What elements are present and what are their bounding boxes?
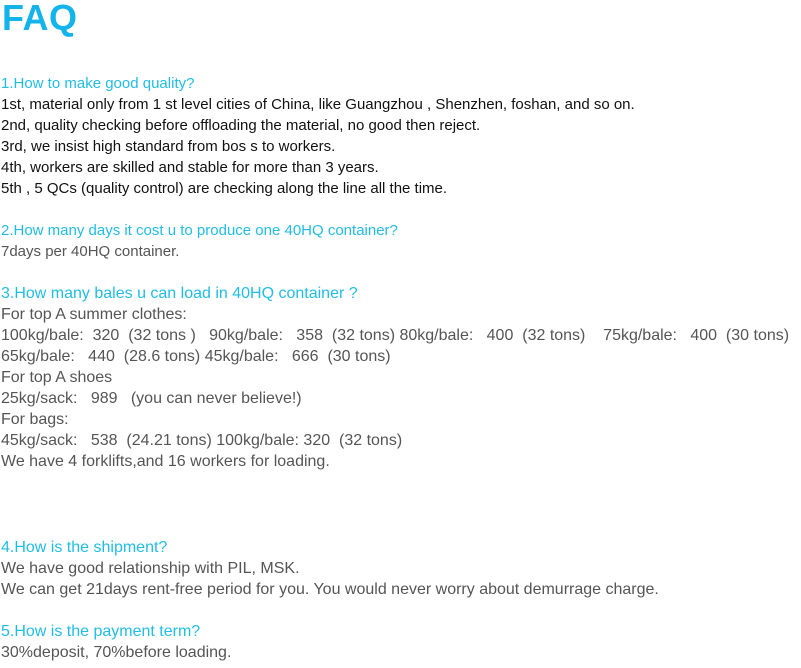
faq-answer-line: 25kg/sack: 989 (you can never believe!): [1, 390, 302, 407]
faq-answer-line: 4th, workers are skilled and stable for more than 3 years.: [1, 159, 379, 176]
faq-section-container-loading: [1, 283, 801, 472]
faq-section-shipment: [1, 537, 659, 600]
faq-question: 2.How many days it cost u to produce one 40HQ container?: [1, 222, 398, 239]
faq-answer-line: 30%deposit, 70%before loading.: [1, 644, 232, 661]
faq-question: 1.How to make good quality?: [1, 75, 195, 92]
faq-answer-line: 5th , 5 QCs (quality control) are checking along the line all the time.: [1, 180, 448, 197]
faq-answer-line: 2nd, quality checking before offloading the material, no good then reject.: [1, 117, 481, 134]
faq-answer-line: 1st, material only from 1 st level cities of China, like Guangzhou , Shenzhen, foshan, and so on.: [1, 96, 635, 113]
faq-answer-line: For top A summer clothes:: [1, 306, 187, 323]
faq-answer-line: We can get 21days rent-free period for you. You would never worry about demurrage charge.: [1, 581, 659, 598]
faq-question: 3.How many bales u can load in 40HQ container ?: [1, 285, 358, 302]
faq-answer-line: 3rd, we insist high standard from bos s to workers.: [1, 138, 336, 155]
page-title: FAQ: [2, 0, 78, 38]
faq-answer-line: We have 4 forklifts,and 16 workers for loading.: [1, 453, 330, 470]
faq-question: 4.How is the shipment?: [1, 539, 168, 556]
faq-answer-line: 65kg/bale: 440 (28.6 tons) 45kg/bale: 666 (30 tons): [1, 348, 391, 365]
faq-answer-line: For top A shoes: [1, 369, 113, 386]
faq-question: 5.How is the payment term?: [1, 623, 201, 640]
faq-answer-line: For bags:: [1, 411, 69, 428]
faq-answer-line: 45kg/sack: 538 (24.21 tons): [1, 432, 212, 449]
faq-answer-line: We have good relationship with PIL, MSK.: [1, 560, 300, 577]
faq-section-payment: [1, 621, 231, 663]
faq-answer-line: 100kg/bale: 320 (32 tons): [216, 432, 403, 449]
faq-answer-line: 80kg/bale: 400 (32 tons) 75kg/bale: 400 (30 tons): [399, 327, 790, 344]
faq-answer-line: 7days per 40HQ container.: [1, 243, 180, 260]
faq-section-quality: [1, 73, 635, 199]
faq-section-production-time: [1, 220, 398, 262]
faq-answer-line: 100kg/bale: 320 (32 tons ) 90kg/bale: 358 (32 tons): [1, 327, 396, 344]
